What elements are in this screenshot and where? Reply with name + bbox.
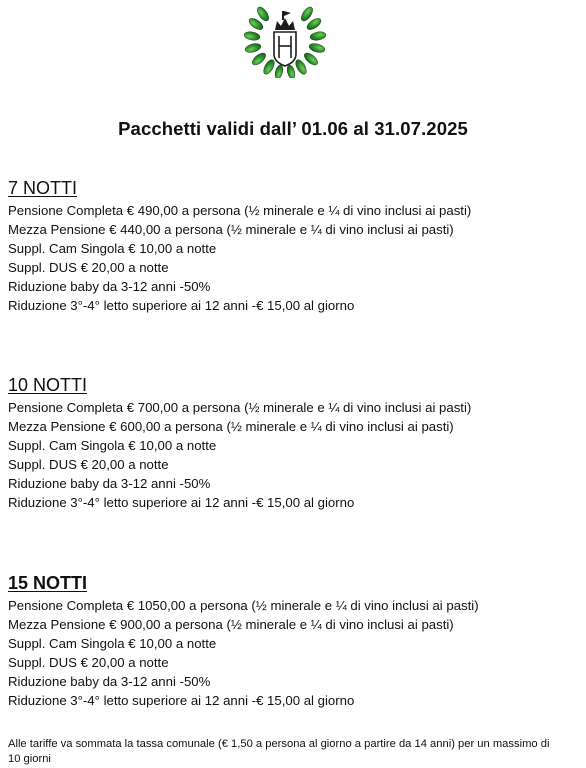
price-line: Riduzione 3°-4° letto superiore ai 12 anni -€ 15,00 al giorno bbox=[8, 693, 355, 708]
package-section-10-nights bbox=[8, 375, 580, 512]
price-line: Suppl. Cam Singola € 10,00 a notte bbox=[8, 241, 217, 256]
tax-note-line: Alle tariffe va sommata la tassa comunale (€ 1,50 a persona al giorno a partire da 14 anni) per un massimo di bbox=[8, 738, 550, 750]
price-line: Riduzione baby da 3-12 anni -50% bbox=[8, 279, 211, 294]
price-line: Riduzione 3°-4° letto superiore ai 12 anni -€ 15,00 al giorno bbox=[8, 495, 355, 510]
section-heading: 10 NOTTI bbox=[8, 375, 88, 395]
price-line: Pensione Completa € 700,00 a persona (½ minerale e ¼ di vino inclusi ai pasti) bbox=[8, 400, 472, 415]
section-heading: 7 NOTTI bbox=[8, 178, 78, 198]
price-line: Riduzione baby da 3-12 anni -50% bbox=[8, 674, 211, 689]
price-line: Suppl. Cam Singola € 10,00 a notte bbox=[8, 636, 217, 651]
page-title: Pacchetti validi dall’ 01.06 al 31.07.2025 bbox=[118, 118, 468, 139]
package-section-7-nights bbox=[8, 178, 580, 315]
tax-note bbox=[8, 737, 580, 767]
price-line: Riduzione 3°-4° letto superiore ai 12 anni -€ 15,00 al giorno bbox=[8, 298, 355, 313]
price-line: Riduzione baby da 3-12 anni -50% bbox=[8, 476, 211, 491]
price-line: Pensione Completa € 490,00 a persona (½ minerale e ¼ di vino inclusi ai pasti) bbox=[8, 203, 472, 218]
price-line: Pensione Completa € 1050,00 a persona (½ minerale e ¼ di vino inclusi ai pasti) bbox=[8, 598, 479, 613]
price-line: Mezza Pensione € 600,00 a persona (½ minerale e ¼ di vino inclusi ai pasti) bbox=[8, 419, 454, 434]
price-line: Suppl. DUS € 20,00 a notte bbox=[8, 655, 169, 670]
laurel-crest-logo bbox=[241, 2, 329, 78]
section-heading: 15 NOTTI bbox=[8, 573, 88, 593]
package-section-15-nights bbox=[8, 573, 580, 710]
price-line: Suppl. DUS € 20,00 a notte bbox=[8, 260, 169, 275]
price-line: Suppl. DUS € 20,00 a notte bbox=[8, 457, 169, 472]
price-line: Mezza Pensione € 900,00 a persona (½ minerale e ¼ di vino inclusi ai pasti) bbox=[8, 617, 454, 632]
price-line: Mezza Pensione € 440,00 a persona (½ minerale e ¼ di vino inclusi ai pasti) bbox=[8, 222, 454, 237]
price-line: Suppl. Cam Singola € 10,00 a notte bbox=[8, 438, 217, 453]
tax-note-line: 10 giorni bbox=[8, 753, 51, 765]
